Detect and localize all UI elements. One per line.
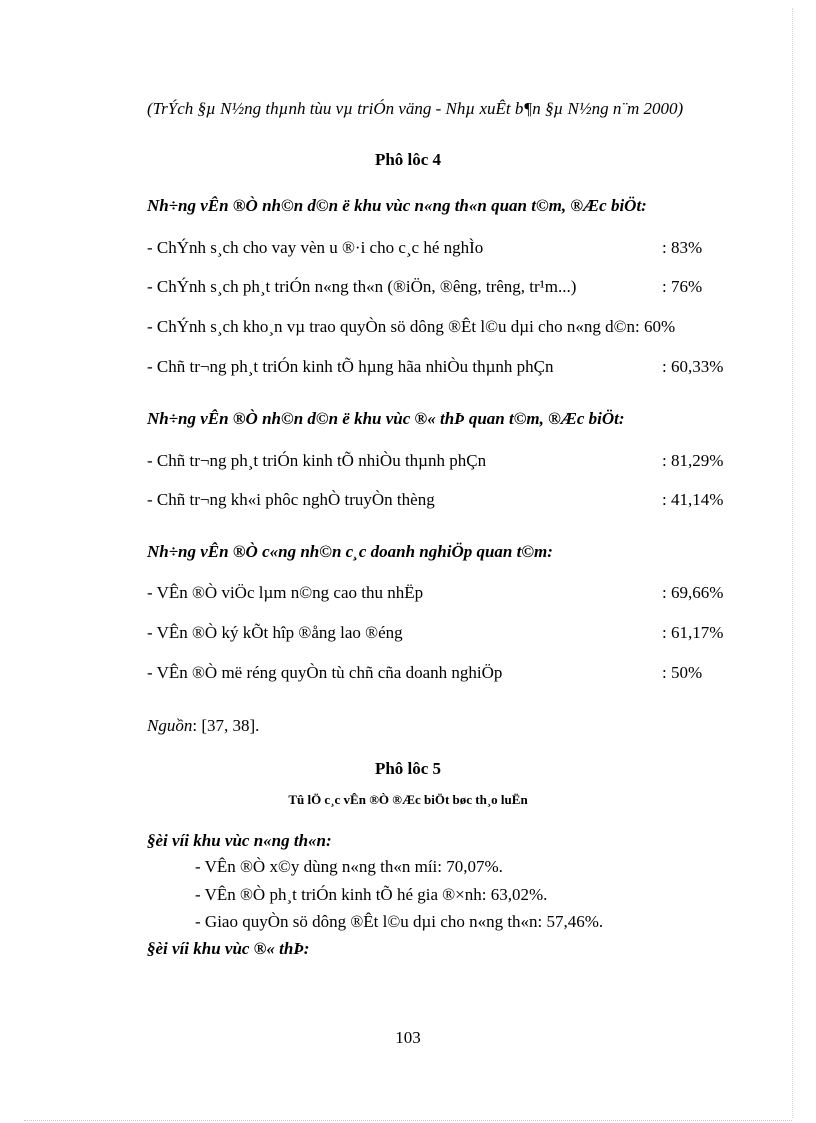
item-value: : 81,29% bbox=[662, 451, 724, 470]
citation: (TrÝch §µ N½ng thµnh tùu vµ triÓn väng - Nhµ xuÊt b¶n §µ N½ng n¨m 2000) bbox=[147, 99, 684, 118]
list-item bbox=[147, 663, 737, 687]
urban-concerns-heading: Nh÷ng vÊn ®Ò nh©n d©n ë khu vùc ®« thÞ quan t©m, ®Æc biÖt: bbox=[147, 409, 625, 428]
item-text: - VÊn ®Ò më réng quyÒn tù chñ cña doanh nghiÖp bbox=[147, 663, 503, 682]
item-value: : 69,66% bbox=[662, 583, 724, 602]
worker-concerns-heading: Nh÷ng vÊn ®Ò c«ng nh©n c¸c doanh nghiÖp quan t©m: bbox=[147, 542, 553, 561]
list-item bbox=[147, 451, 737, 475]
item-value: : 41,14% bbox=[662, 490, 724, 509]
list-item bbox=[147, 238, 737, 262]
item-text: - Chñ tr¬ng kh«i phôc nghÒ truyÒn thèng bbox=[147, 490, 435, 509]
item-value: : 61,17% bbox=[662, 623, 724, 642]
source-label: Nguồn bbox=[147, 716, 193, 735]
list-item bbox=[147, 623, 737, 647]
rural-concerns-heading: Nh÷ng vÊn ®Ò nh©n d©n ë khu vùc n«ng th«n quan t©m, ®Æc biÖt: bbox=[147, 196, 647, 215]
item-text: - ChÝnh s¸ch ph¸t triÓn n«ng th«n (®iÖn, ®êng, trêng, tr¹m...) bbox=[147, 277, 577, 296]
urban-topics-heading: §èi víi khu vùc ®« thÞ: bbox=[147, 939, 310, 958]
appendix-5-subtitle: Tû lÖ c¸c vÊn ®Ò ®Æc biÖt bøc th¸o luËn bbox=[288, 792, 528, 807]
list-item bbox=[147, 317, 737, 341]
list-item: - VÊn ®Ò ph¸t triÓn kinh tÕ hé gia ®×nh: 63,02%. bbox=[195, 885, 548, 904]
item-text: - VÊn ®Ò ký kÕt hîp ®ång lao ®éng bbox=[147, 623, 403, 642]
list-item bbox=[147, 490, 737, 514]
item-text: - VÊn ®Ò viÖc lµm n©ng cao thu nhËp bbox=[147, 583, 424, 602]
item-text: - ChÝnh s¸ch cho vay vèn u ®·i cho c¸c hé nghÌo bbox=[147, 238, 484, 257]
page-bottom-rule bbox=[24, 1120, 792, 1121]
appendix-5-title: Phô lôc 5 bbox=[374, 759, 442, 778]
item-value: : 60,33% bbox=[662, 357, 724, 376]
rural-topics-heading: §èi víi khu vùc n«ng th«n: bbox=[147, 831, 332, 850]
list-item bbox=[147, 357, 737, 381]
item-text: - ChÝnh s¸ch kho¸n vµ trao quyÒn sö dông ®Êt l©u dµi cho n«ng d©n: 60% bbox=[147, 317, 676, 336]
appendix-4-title: Phô lôc 4 bbox=[374, 150, 442, 169]
list-item bbox=[147, 583, 737, 607]
source-note bbox=[147, 716, 259, 736]
source-refs: : [37, 38]. bbox=[192, 716, 260, 735]
list-item bbox=[147, 277, 737, 301]
item-text: - Chñ tr¬ng ph¸t triÓn kinh tÕ hµng hãa nhiÒu thµnh phÇn bbox=[147, 357, 554, 376]
item-value: : 50% bbox=[662, 663, 703, 682]
item-value: : 83% bbox=[662, 238, 703, 257]
page-number: 103 bbox=[395, 1028, 421, 1047]
list-item: - VÊn ®Ò x©y dùng n«ng th«n míi: 70,07%. bbox=[195, 857, 503, 876]
item-text: - Chñ tr¬ng ph¸t triÓn kinh tÕ nhiÒu thµnh phÇn bbox=[147, 451, 487, 470]
item-value: : 76% bbox=[662, 277, 703, 296]
list-item: - Giao quyÒn sö dông ®Êt l©u dµi cho n«ng th«n: 57,46%. bbox=[195, 912, 604, 931]
page-edge-rule bbox=[792, 8, 793, 1118]
